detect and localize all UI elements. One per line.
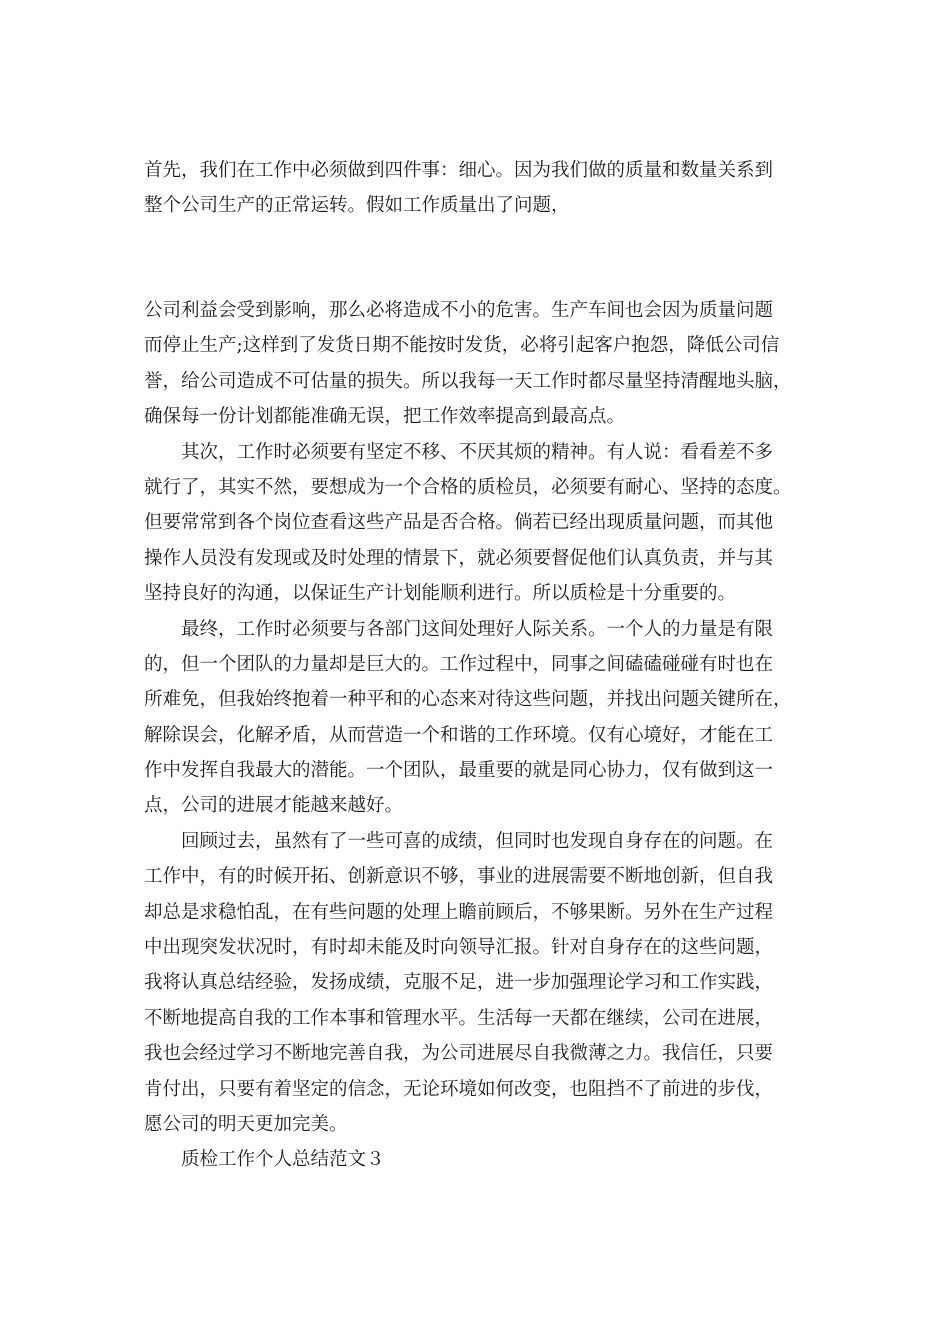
text-line: 其次，工作时必须要有坚定不移、不厌其烦的精神。有人说：看看差不多	[181, 441, 774, 463]
text-line: 誉，给公司造成不可估量的损失。所以我每一天工作时都尽量坚持清醒地头脑，	[144, 370, 792, 392]
text-line: 的，但一个团队的力量却是巨大的。工作过程中，同事之间磕磕碰碰有时也在	[144, 653, 774, 675]
text-line: 回顾过去，虽然有了一些可喜的成绩，但同时也发现自身存在的问题。在	[181, 830, 774, 852]
text-line: 所难免，但我始终抱着一种平和的心态来对待这些问题，并找出问题关键所在，	[144, 689, 792, 711]
text-line: 整个公司生产的正常运转。假如工作质量出了问题，	[144, 195, 570, 217]
text-line: 首先，我们在工作中必须做到四件事：细心。因为我们做的质量和数量关系到	[144, 160, 774, 181]
text-line: 就行了，其实不然，要想成为一个合格的质检员，必须要有耐心、坚持的态度。	[144, 476, 792, 498]
text-line: 愿公司的明天更加完美。	[144, 1113, 348, 1135]
text-line: 肯付出，只要有着坚定的信念，无论环境如何改变，也阻挡不了前进的步伐，	[144, 1078, 774, 1100]
text-line: 我将认真总结经验，发扬成绩，克服不足，进一步加强理论学习和工作实践，	[144, 972, 774, 994]
text-line: 中出现突发状况时，有时却未能及时向领导汇报。针对自身存在的这些问题，	[144, 937, 774, 959]
text-line: 点，公司的进展才能越来越好。	[144, 795, 404, 817]
text-line: 操作人员没有发现或及时处理的情景下，就必须要督促他们认真负责，并与其	[144, 547, 774, 569]
text-line: 我也会经过学习不断地完善自我，为公司进展尽自我微薄之力。我信任，只要	[144, 1043, 774, 1065]
text-line: 工作中，有的时候开拓、创新意识不够，事业的进展需要不断地创新，但自我	[144, 866, 774, 888]
text-line: 作中发挥自我最大的潜能。一个团队，最重要的就是同心协力，仅有做到这一	[144, 760, 774, 782]
section-heading: 质检工作个人总结范文３	[181, 1149, 385, 1171]
text-line: 而停止生产;这样到了发货日期不能按时发货，必将引起客户抱怨，降低公司信	[144, 335, 780, 357]
text-line: 最终，工作时必须要与各部门这间处理好人际关系。一个人的力量是有限	[181, 618, 774, 640]
text-line: 公司利益会受到影响，那么必将造成不小的危害。生产车间也会因为质量问题	[144, 300, 774, 321]
text-line: 不断地提高自我的工作本事和管理水平。生活每一天都在继续，公司在进展，	[144, 1007, 774, 1029]
text-line: 坚持良好的沟通，以保证生产计划能顺利进行。所以质检是十分重要的。	[144, 583, 737, 605]
body-text	[144, 293, 804, 1178]
text-line: 确保每一份计划都能准确无误，把工作效率提高到最高点。	[144, 406, 626, 428]
paragraph-opening	[144, 153, 804, 224]
text-line: 但要常常到各个岗位查看这些产品是否合格。倘若已经出现质量问题，而其他	[144, 512, 774, 534]
text-line: 却总是求稳怕乱，在有些问题的处理上瞻前顾后，不够果断。另外在生产过程	[144, 901, 774, 923]
text-line: 解除误会，化解矛盾，从而营造一个和谐的工作环境。仅有心境好，才能在工	[144, 724, 774, 746]
